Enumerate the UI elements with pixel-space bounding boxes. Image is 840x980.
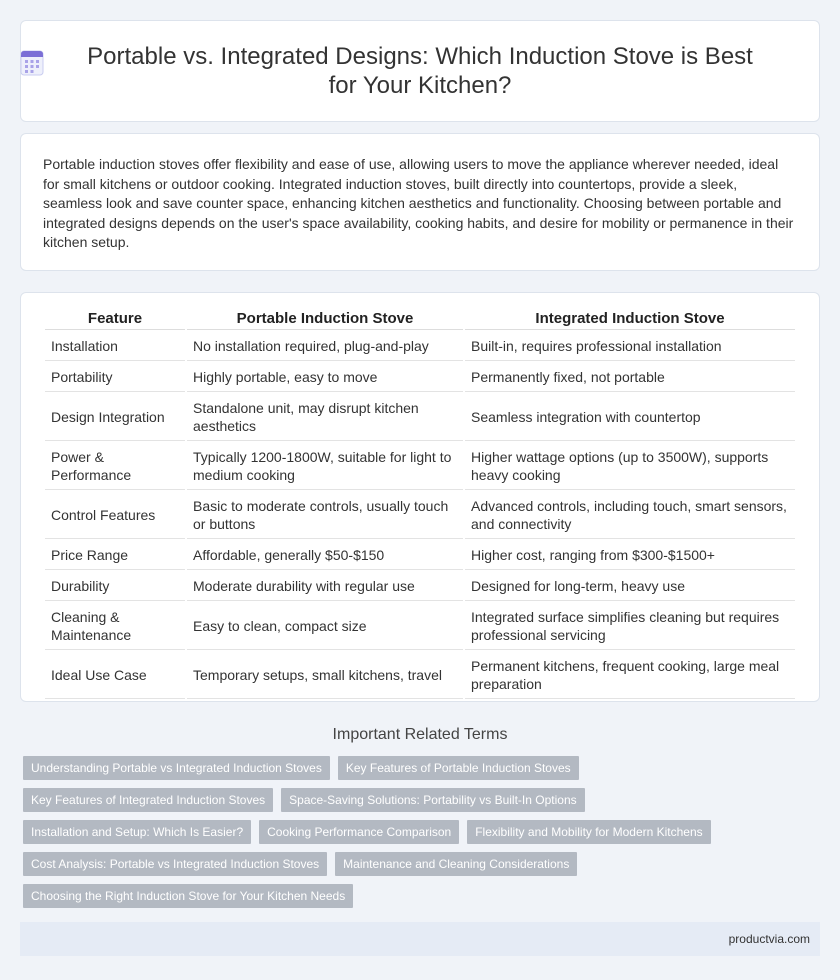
related-term-tag[interactable]: Key Features of Portable Induction Stoves	[338, 756, 579, 780]
table-row	[45, 651, 795, 699]
table-row	[45, 571, 795, 601]
related-terms-list	[23, 756, 820, 908]
feature-cell: Durability	[45, 571, 185, 601]
footer-site-link[interactable]: productvia.com	[728, 932, 810, 946]
portable-cell: Typically 1200-1800W, suitable for light to medium cooking	[187, 442, 463, 490]
table-row	[45, 540, 795, 570]
header-integrated: Integrated Induction Stove	[465, 304, 795, 330]
header-portable: Portable Induction Stove	[187, 304, 463, 330]
related-term-tag[interactable]: Installation and Setup: Which Is Easier?	[23, 820, 251, 844]
feature-cell: Design Integration	[45, 393, 185, 441]
related-term-tag[interactable]: Cooking Performance Comparison	[259, 820, 459, 844]
portable-cell: No installation required, plug-and-play	[187, 331, 463, 361]
integrated-cell: Higher wattage options (up to 3500W), supports heavy cooking	[465, 442, 795, 490]
feature-cell: Power & Performance	[45, 442, 185, 490]
feature-cell: Portability	[45, 362, 185, 392]
table-header-row	[45, 304, 795, 330]
title-wrap	[70, 42, 770, 100]
feature-cell: Price Range	[45, 540, 185, 570]
table-row	[45, 491, 795, 539]
integrated-cell: Designed for long-term, heavy use	[465, 571, 795, 601]
related-term-tag[interactable]: Cost Analysis: Portable vs Integrated Induction Stoves	[23, 852, 327, 876]
table-row	[45, 362, 795, 392]
portable-cell: Easy to clean, compact size	[187, 602, 463, 650]
related-term-tag[interactable]: Space-Saving Solutions: Portability vs Built-In Options	[281, 788, 584, 812]
related-terms-title: Important Related Terms	[332, 726, 508, 743]
table-row	[45, 602, 795, 650]
related-term-tag[interactable]: Flexibility and Mobility for Modern Kitchens	[467, 820, 710, 844]
feature-cell: Ideal Use Case	[45, 651, 185, 699]
feature-cell: Cleaning & Maintenance	[45, 602, 185, 650]
portable-cell: Moderate durability with regular use	[187, 571, 463, 601]
table-row	[45, 331, 795, 361]
comparison-table	[43, 303, 797, 700]
integrated-cell: Seamless integration with countertop	[465, 393, 795, 441]
comparison-table-card	[20, 292, 820, 702]
feature-cell: Installation	[45, 331, 185, 361]
portable-cell: Basic to moderate controls, usually touch or buttons	[187, 491, 463, 539]
document-icon	[20, 50, 44, 76]
page-title: Portable vs. Integrated Designs: Which Induction Stove is Best for Your Kitchen?	[87, 43, 753, 99]
integrated-cell: Built-in, requires professional installation	[465, 331, 795, 361]
portable-cell: Standalone unit, may disrupt kitchen aesthetics	[187, 393, 463, 441]
related-term-tag[interactable]: Maintenance and Cleaning Considerations	[335, 852, 577, 876]
related-term-tag[interactable]: Key Features of Integrated Induction Stoves	[23, 788, 273, 812]
intro-card	[20, 133, 820, 271]
integrated-cell: Integrated surface simplifies cleaning but requires professional servicing	[465, 602, 795, 650]
table-row	[45, 442, 795, 490]
header-feature: Feature	[45, 304, 185, 330]
integrated-cell: Permanently fixed, not portable	[465, 362, 795, 392]
portable-cell: Affordable, generally $50-$150	[187, 540, 463, 570]
integrated-cell: Advanced controls, including touch, smart sensors, and connectivity	[465, 491, 795, 539]
footer	[20, 922, 820, 956]
related-term-tag[interactable]: Choosing the Right Induction Stove for Your Kitchen Needs	[23, 884, 353, 908]
title-card	[20, 20, 820, 122]
portable-cell: Highly portable, easy to move	[187, 362, 463, 392]
integrated-cell: Higher cost, ranging from $300-$1500+	[465, 540, 795, 570]
related-term-tag[interactable]: Understanding Portable vs Integrated Induction Stoves	[23, 756, 330, 780]
table-row	[45, 393, 795, 441]
integrated-cell: Permanent kitchens, frequent cooking, large meal preparation	[465, 651, 795, 699]
feature-cell: Control Features	[45, 491, 185, 539]
intro-text: Portable induction stoves offer flexibility and ease of use, allowing users to move the appliance wherever needed, ideal for small kitchens or outdoor cooking. Integrated induction stoves, built directly into countertops, provide a sleek, seamless look and save counter space, enhancing kitchen aesthetics and functionality. Choosing between portable and integrated designs depends on the user's space availability, cooking habits, and desire for mobility or permanence in their kitchen setup.	[43, 156, 794, 251]
portable-cell: Temporary setups, small kitchens, travel	[187, 651, 463, 699]
